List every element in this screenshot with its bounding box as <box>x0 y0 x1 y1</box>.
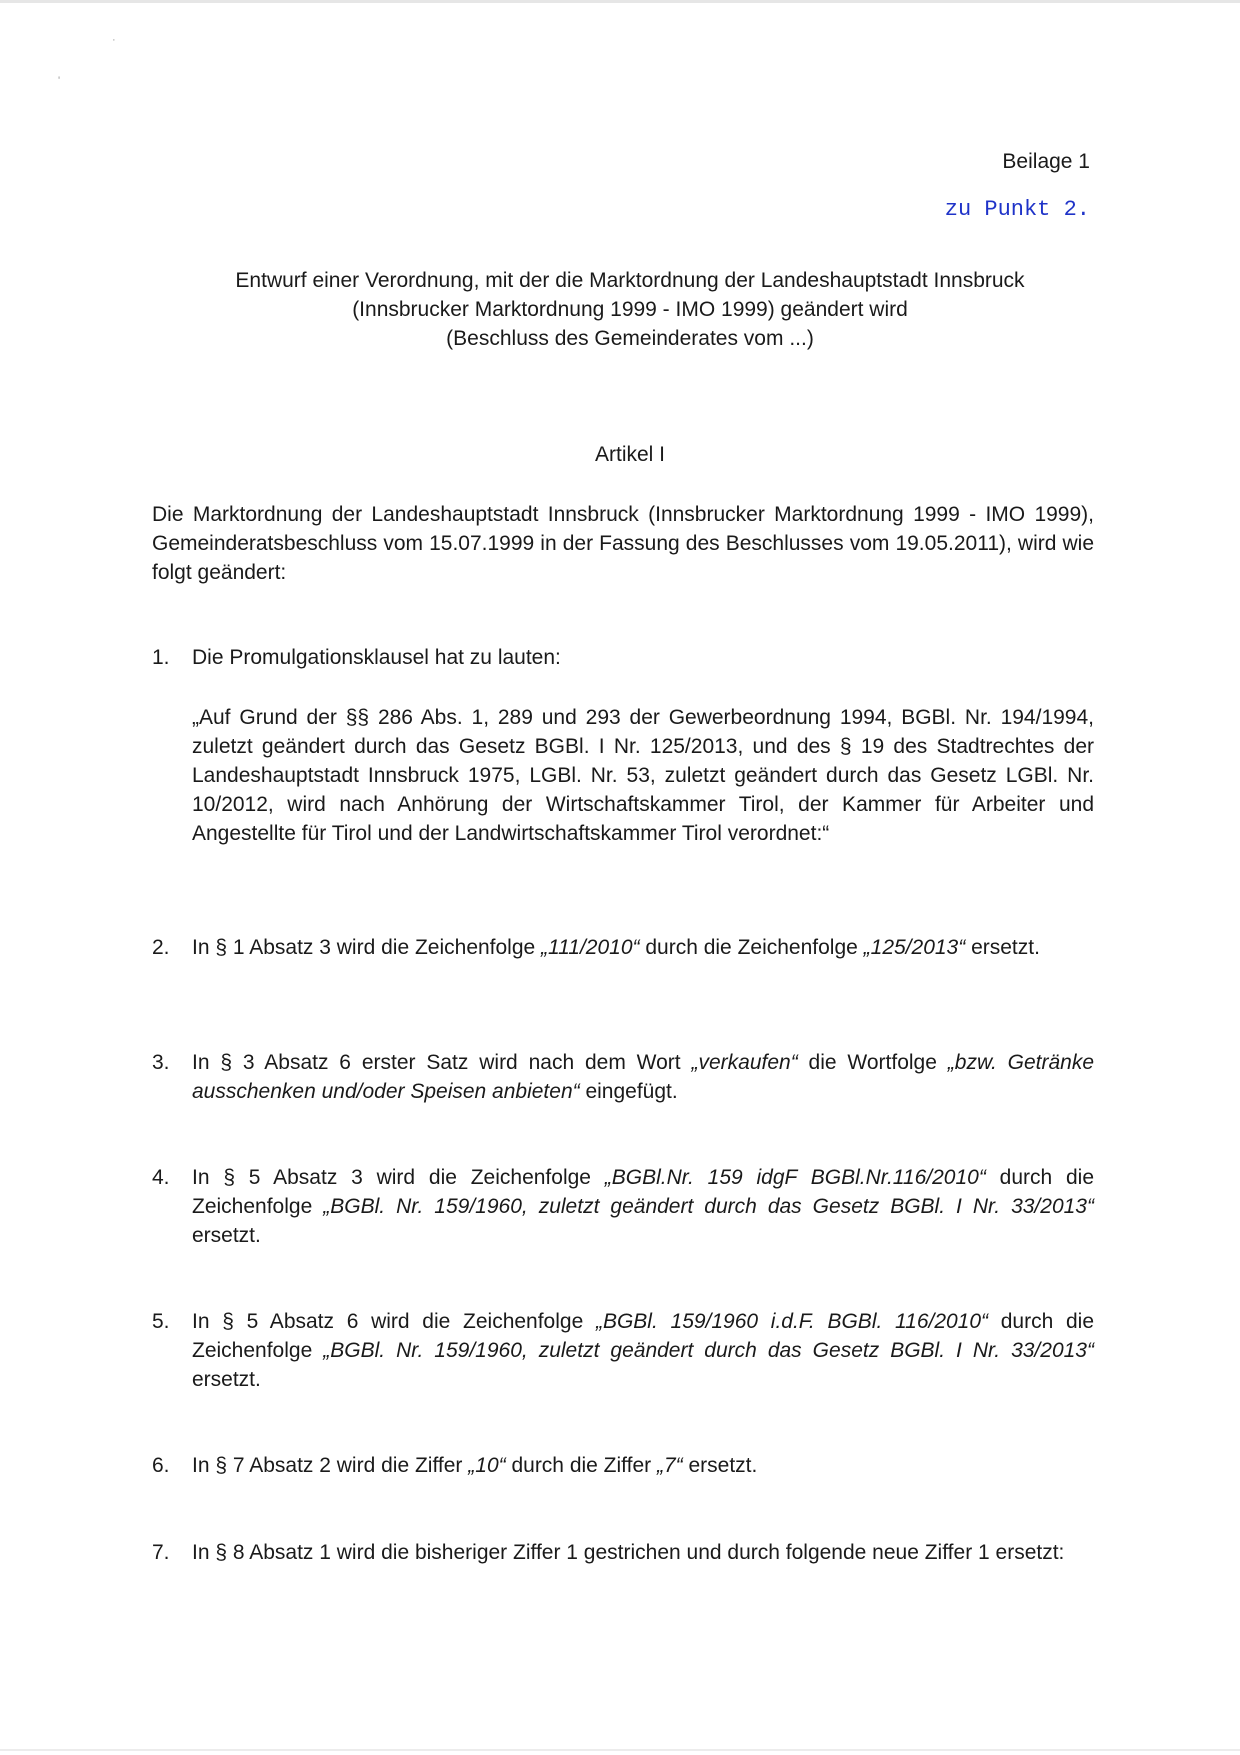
attachment-label: Beilage 1 <box>1002 150 1090 173</box>
italic-run: „10“ <box>468 1454 506 1477</box>
italic-run: „111/2010“ <box>541 936 640 959</box>
text-run: In § 5 Absatz 6 wird die Zeichenfolge <box>192 1310 596 1333</box>
text-run: durch die Ziffer <box>505 1454 657 1477</box>
item-number: 2. <box>152 936 170 959</box>
text-run: In § 7 Absatz 2 wird die Ziffer <box>192 1454 469 1477</box>
text-run: ersetzt. <box>682 1454 758 1477</box>
italic-run: „BGBl. Nr. 159/1960, zuletzt geändert durch das Gesetz BGBl. I Nr. 33/2013“ <box>323 1339 1094 1362</box>
title-line: (Beschluss des Gemeinderates vom ...) <box>446 327 814 350</box>
amendment-item-7 <box>152 1538 1094 1567</box>
italic-run: „125/2013“ <box>863 936 966 959</box>
article-heading: Artikel I <box>594 443 665 466</box>
agenda-reference: zu Punkt 2. <box>944 197 1090 222</box>
title-line: Entwurf einer Verordnung, mit der die Marktordnung der Landeshauptstadt Innsbruck <box>235 269 1025 292</box>
document-title <box>155 266 1105 353</box>
text-run: In § 5 Absatz 3 wird die Zeichenfolge <box>192 1166 605 1189</box>
text-run: ersetzt. <box>192 1224 261 1247</box>
item-text: In § 8 Absatz 1 wird die bisheriger Ziffer 1 gestrichen und durch folgende neue Ziffer 1 ersetzt: <box>192 1541 1065 1564</box>
item-text <box>192 1451 1094 1480</box>
italic-run: „BGBl. Nr. 159/1960, zuletzt geändert durch das Gesetz BGBl. I Nr. 33/2013“ <box>323 1195 1094 1218</box>
item-text: Die Promulgationsklausel hat zu lauten: <box>192 646 561 669</box>
promulgation-clause-quote: „Auf Grund der §§ 286 Abs. 1, 289 und 293 der Gewerbeordnung 1994, BGBl. Nr. 194/1994, zuletzt geändert durch das Gesetz BGBl. I Nr. 125/2013, und des § 19 des Stadtrechtes der Landeshauptstadt Innsbruck 1975, LGBl. Nr. 53, zuletzt geändert durch das Gesetz LGBl. Nr. 10/2012, wird nach Anhörung der Wirtschaftskammer Tirol, der Kammer für Arbeiter und Angestellte für Tirol und der Landwirtschaftskammer Tirol verordnet:“ <box>192 706 1094 845</box>
text-run: durch die Zeichenfolge <box>639 936 864 959</box>
italic-run: „verkaufen“ <box>691 1051 798 1074</box>
page-bottom-edge <box>0 1749 1240 1751</box>
amendment-item-5 <box>152 1307 1094 1394</box>
item-text <box>192 1163 1094 1250</box>
item-number: 7. <box>152 1541 170 1564</box>
scan-speck: ' <box>58 75 61 87</box>
italic-run: „BGBl.Nr. 159 idgF BGBl.Nr.116/2010“ <box>604 1166 986 1189</box>
text-run: ersetzt. <box>965 936 1040 959</box>
item-text <box>192 1048 1094 1106</box>
page-top-edge <box>0 0 1240 3</box>
italic-run: „bzw. Getränke ausschenken und/oder Speisen anbieten“ <box>192 1051 1095 1103</box>
item-number: 4. <box>152 1166 170 1189</box>
italic-run: „7“ <box>656 1454 683 1477</box>
amendment-item-6 <box>152 1451 1094 1480</box>
amendment-item-1 <box>152 643 1094 672</box>
item-number: 3. <box>152 1051 170 1074</box>
text-run: durch die Zeichenfolge <box>192 1166 1095 1218</box>
amendment-item-2 <box>152 933 1094 962</box>
scan-speck: · <box>112 34 116 46</box>
text-run: eingefügt. <box>579 1080 678 1103</box>
item-text <box>192 1307 1094 1394</box>
text-run: In § 1 Absatz 3 wird die Zeichenfolge <box>192 936 542 959</box>
item-number: 6. <box>152 1454 170 1477</box>
intro-paragraph: Die Marktordnung der Landeshauptstadt Innsbruck (Innsbrucker Marktordnung 1999 - IMO 1999), Gemeinderatsbeschluss vom 15.07.1999 in der Fassung des Beschlusses vom 19.05.2011), wird wie folgt geändert: <box>152 503 1094 584</box>
item-number: 5. <box>152 1310 170 1333</box>
amendment-item-3 <box>152 1048 1094 1106</box>
amendment-item-4 <box>152 1163 1094 1250</box>
italic-run: „BGBl. 159/1960 i.d.F. BGBl. 116/2010“ <box>595 1310 989 1333</box>
text-run: ersetzt. <box>192 1368 261 1391</box>
item-text <box>192 933 1094 962</box>
text-run: durch die Zeichenfolge <box>192 1310 1095 1362</box>
text-run: In § 3 Absatz 6 erster Satz wird nach dem Wort <box>192 1051 692 1074</box>
text-run: die Wortfolge <box>797 1051 948 1074</box>
item-number: 1. <box>152 646 170 669</box>
title-line: (Innsbrucker Marktordnung 1999 - IMO 1999) geändert wird <box>352 298 908 321</box>
